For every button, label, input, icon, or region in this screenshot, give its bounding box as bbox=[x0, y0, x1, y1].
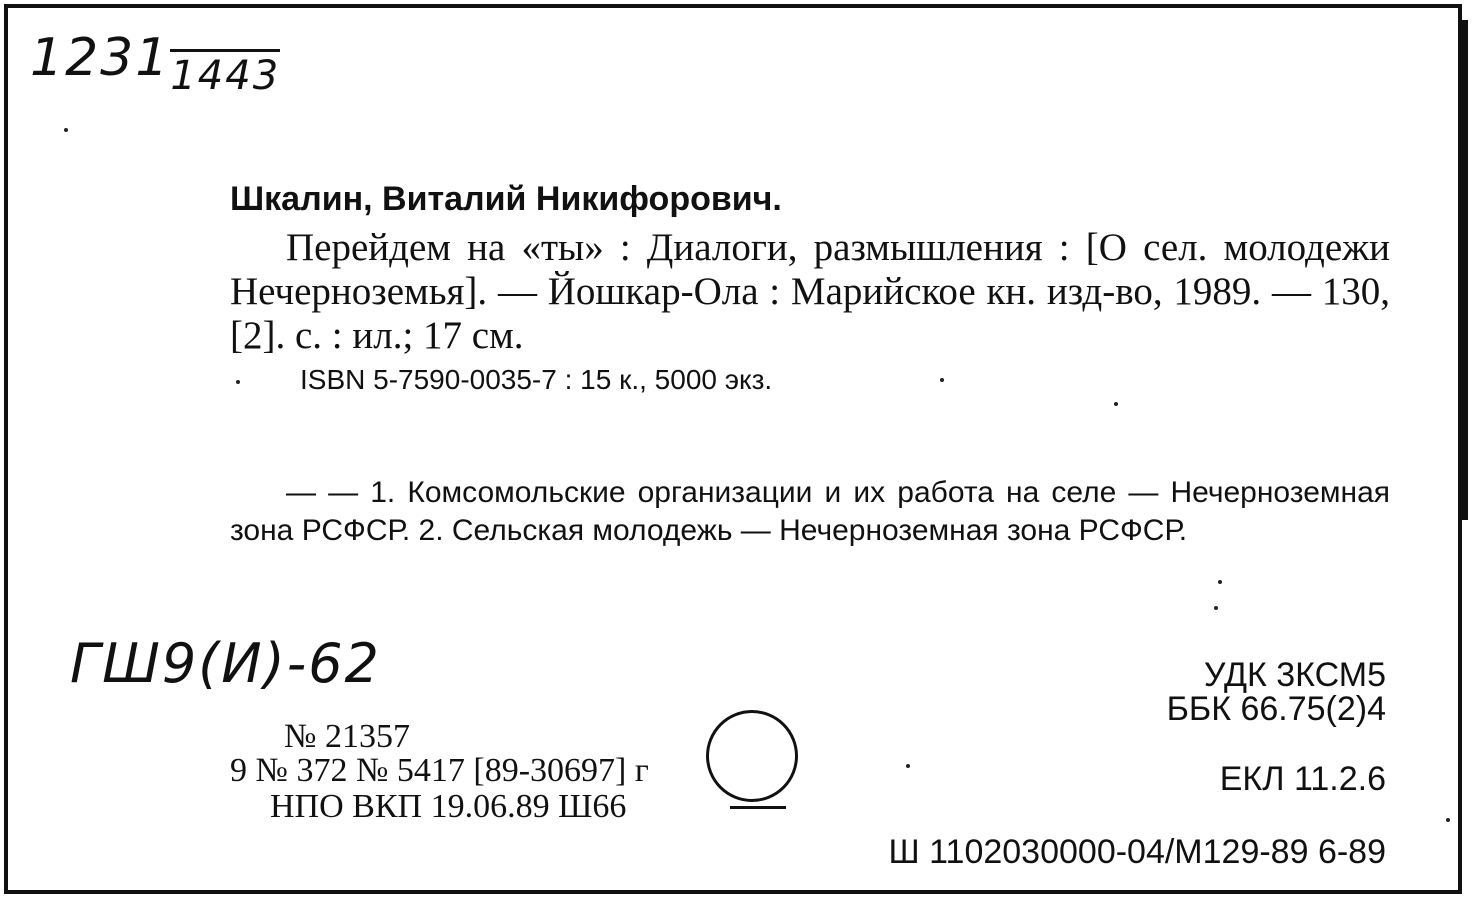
print-speck bbox=[64, 128, 68, 132]
order-line: 9 № 372 № 5417 [89-30697] г bbox=[230, 752, 649, 789]
bibliographic-description: Перейдем на «ты» : Диалоги, размышления : [О сел. молодежи Нечерноземья]. — Йошкар-Ола : Марийское кн. изд-во, 1989. — 130, [2]. с. : ил.; 17 см. bbox=[230, 226, 1390, 357]
handwritten-shelfmark bbox=[30, 28, 281, 99]
card-edge-mark bbox=[1460, 20, 1468, 520]
author-heading: Шкалин, Виталий Никифорович. bbox=[230, 180, 782, 218]
ekl-code: ЕКЛ 11.2.6 bbox=[1219, 760, 1386, 798]
subject-headings: — — 1. Комсомольские организации и их работа на селе — Нечерноземная зона РСФСР. 2. Сельская молодежь — Нечерноземная зона РСФСР. bbox=[230, 476, 1390, 547]
publisher-line: НПО ВКП 19.06.89 Ш66 bbox=[270, 788, 627, 825]
print-speck bbox=[940, 378, 944, 382]
stamp-circle bbox=[706, 710, 798, 802]
print-speck bbox=[1114, 402, 1118, 406]
shelfmark-numerator: 1231 bbox=[30, 28, 171, 88]
print-speck bbox=[1214, 606, 1218, 610]
bbk-code: ББК 66.75(2)4 bbox=[1166, 690, 1386, 728]
print-speck bbox=[1218, 580, 1222, 584]
udc-code: УДК 3КСМ5 bbox=[1203, 656, 1386, 694]
stamp-underline bbox=[730, 806, 786, 809]
print-code: Ш 1102030000-04/М129-89 6-89 bbox=[888, 833, 1386, 871]
shelfmark-denominator: 1443 bbox=[170, 49, 280, 96]
print-speck bbox=[906, 764, 910, 768]
print-speck bbox=[236, 380, 240, 384]
handwritten-classmark: ГШ9(И)-62 bbox=[70, 632, 381, 695]
print-speck bbox=[1446, 818, 1450, 822]
card-number: № 21357 bbox=[284, 718, 410, 755]
isbn-line: ISBN 5-7590-0035-7 : 15 к., 5000 экз. bbox=[300, 364, 773, 395]
